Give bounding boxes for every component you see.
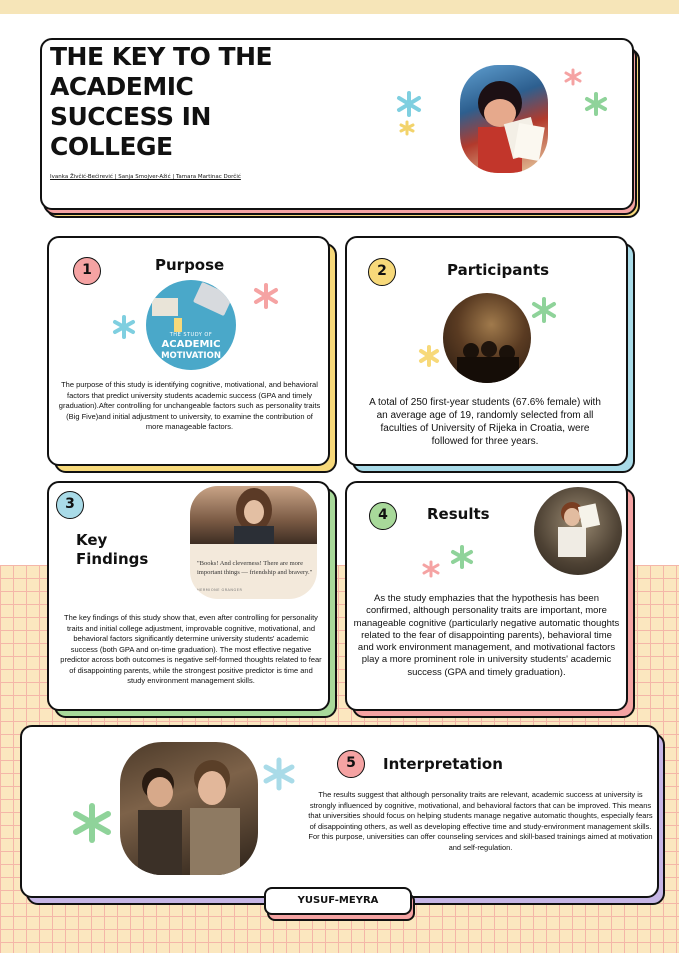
quote-card-image	[190, 486, 317, 599]
sparkle-icon	[418, 345, 440, 367]
sparkle-icon	[450, 545, 474, 569]
student-studying-photo	[534, 487, 622, 575]
participants-heading: Participants	[447, 261, 550, 279]
section-number-badge: 5	[337, 750, 365, 778]
sparkle-icon	[253, 283, 279, 309]
findings-heading-line1: Key	[76, 531, 108, 549]
authors-line: Ivanka Živčić-Bećirević | Sanja Smojver-Ažić | Tamara Martinac Dorčić	[50, 174, 241, 180]
girl-reading-illustration	[190, 486, 317, 544]
section-number-badge: 2	[368, 258, 396, 286]
participants-text: A total of 250 first-year students (67.6% female) with an average age of 19, randomly selected from all faculties of University of Rijeka in Croatia, were followed for three years.	[369, 397, 601, 447]
footer-badge: YUSUF-MEYRA	[264, 887, 412, 915]
quote-author: HERMIONE GRANGER	[197, 588, 243, 592]
two-people-illustration	[120, 742, 258, 875]
section-number-badge: 4	[369, 502, 397, 530]
sparkle-icon	[564, 68, 582, 86]
students-silhouette-illustration	[443, 293, 531, 383]
sparkle-icon	[584, 92, 608, 116]
section-number-badge: 3	[56, 491, 84, 519]
findings-text: The key findings of this study show that, even after controlling for personality traits and initial college adjustment, improvable cognitive, motivational, and behavioral factors significantly determine university students' academic success (both GPA and on-time graduation). The most effective negative predictor across both outcomes is negative self-formed thoughts related to fear of disappointing parents, while the strongest positive predictor is time and study environment management skills.	[60, 613, 322, 685]
sparkle-icon	[531, 297, 557, 323]
sparkle-icon	[262, 757, 296, 791]
boy-reading-illustration	[534, 487, 622, 575]
page-title: THE KEY TO THE ACADEMIC SUCCESS IN COLLEGE	[50, 42, 273, 161]
book-cover-line2: ACADEMIC	[161, 339, 221, 350]
book-cover-image	[146, 280, 236, 370]
book-cover-line1: THE STUDY OF	[169, 332, 213, 338]
section-number-badge: 1	[73, 257, 101, 285]
purpose-text: The purpose of this study is identifying cognitive, motivational, and behavioral factors that predict university students academic success (GPA and timely graduation).After controlling for unchangeable factors such as personality traits (Big Five)and initial adjustment to university, to examine the contribution of more manageable factors.	[58, 380, 321, 431]
two-men-photo	[120, 742, 258, 875]
quote-text: "Books! And cleverness! There are more important things — friendship and bravery."	[197, 560, 313, 576]
hermione-photo	[190, 486, 317, 544]
sparkle-icon	[112, 315, 136, 339]
interpretation-text: The results suggest that although personality traits are relevant, academic success at university is strongly influenced by cognitive, motivational, and behavioral factors that can be improved. This means that universities should focus on helping students manage negative automatic thoughts, especially fears of disappointing others, as well as developing effective time and study-environment management skills. For this purpose, universities can offer counseling services and skill-based trainings aimed at motivation and self-regulation.	[308, 790, 653, 852]
sparkle-icon	[395, 90, 423, 118]
results-text: As the study emphazies that the hypothesis has been confirmed, although personality traits are important, more manageable cognitive (particularly negative automatic thoughts related to the fear of disappointing parents), behavioral time and work environment management, and motivational factors play a more prominent role in university students' academic success (GPA and timely graduation).	[353, 593, 620, 678]
sparkle-icon	[399, 120, 415, 136]
findings-heading-line2: Findings	[76, 550, 149, 568]
results-heading: Results	[427, 505, 490, 523]
interpretation-heading: Interpretation	[383, 755, 503, 773]
purpose-heading: Purpose	[155, 256, 225, 274]
sparkle-icon	[422, 560, 440, 578]
cartoon-girl-illustration	[460, 65, 548, 173]
book-cover-line3: MOTIVATION	[161, 351, 221, 361]
hero-photo	[460, 65, 548, 173]
sparkle-icon	[72, 803, 112, 843]
top-strip	[0, 0, 679, 14]
lecture-hall-photo	[443, 293, 531, 383]
